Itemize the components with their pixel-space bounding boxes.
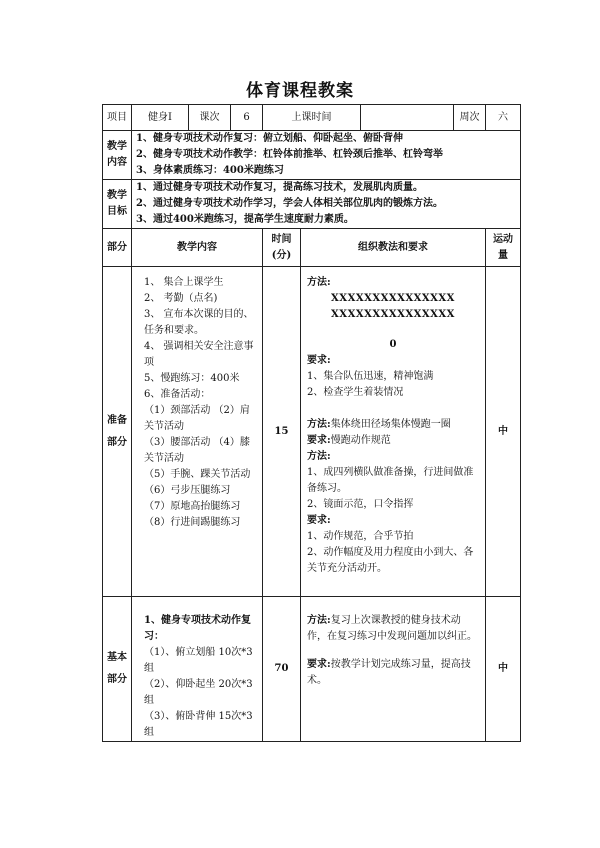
prep-item: （5）手腕、踝关节活动 xyxy=(144,469,251,480)
teacher-mark: 0 xyxy=(389,339,397,350)
prep-item: （8）行进间踢腿练习 xyxy=(144,517,241,528)
req-line: 1、集合队伍迅速，精神饱满 xyxy=(307,371,434,382)
req2-text: 慢跑动作规范 xyxy=(330,435,391,446)
basic-method-text: 复习上次课教授的健身技术动作，在复习练习中发现问题加以纠正。 xyxy=(307,615,477,642)
page-title: 体育课程教案 xyxy=(246,81,354,101)
prep-item: （1）颈部活动 （2）肩关节活动 xyxy=(144,405,250,432)
req-line: 2、检查学生着装情况 xyxy=(307,387,404,398)
goal-line: 3、通过400米跑练习，提高学生速度耐力素质。 xyxy=(136,214,354,225)
prep-item: （6）弓步压腿练习 xyxy=(144,485,231,496)
method2-line xyxy=(307,417,479,433)
prep-load: 中 xyxy=(486,267,521,597)
basic-heading: 1、健身专项技术动作复习： xyxy=(144,615,251,642)
basic-method xyxy=(307,613,479,645)
prep-item: 6、准备活动： xyxy=(144,389,211,400)
time-value xyxy=(361,105,454,131)
prep-label: 准备部分 xyxy=(103,267,132,597)
method3-line: 1、成四列横队做准备操，行进间做准备练习。 xyxy=(307,467,474,494)
goal-line: 1、通过健身专项技术动作复习，提高练习技术，发展肌肉质量。 xyxy=(136,182,423,193)
week-label: 周次 xyxy=(454,105,486,131)
header-row xyxy=(103,105,521,131)
project-label: 项目 xyxy=(103,105,132,131)
basic-req-text: 按教学计划完成练习量，提高技术。 xyxy=(307,659,471,686)
basic-content xyxy=(132,597,263,742)
prep-item: （7）原地高抬腿练习 xyxy=(144,501,241,512)
col-part: 部分 xyxy=(103,229,132,267)
basic-org xyxy=(301,597,486,742)
prep-org xyxy=(301,267,486,597)
time-label: 上课时间 xyxy=(263,105,361,131)
col-load: 运动量 xyxy=(486,229,521,267)
prep-item: 2、 考勤（点名) xyxy=(144,293,218,304)
method3-line: 2、镜面示范，口令指挥 xyxy=(307,499,414,510)
req2-line xyxy=(307,433,479,449)
column-header-row xyxy=(103,229,521,267)
basic-time: 70 xyxy=(263,597,301,742)
goals-row xyxy=(103,180,521,229)
goal-line: 2、通过健身专项技术动作学习，学会人体相关部位肌肉的锻炼方法。 xyxy=(136,198,443,209)
col-content: 教学内容 xyxy=(132,229,263,267)
prep-row xyxy=(103,267,521,597)
basic-item: （1）、俯立划船 10次*3组 xyxy=(144,647,253,674)
col-time: 时间(分) xyxy=(263,229,301,267)
basic-req-label: 要求: xyxy=(307,659,331,670)
prep-item: 5、慢跑练习：400米 xyxy=(144,373,240,384)
req2-label: 要求: xyxy=(307,435,331,446)
lesson-value: 6 xyxy=(231,105,263,131)
content-label: 教学内容 xyxy=(103,131,132,180)
content-line: 2、健身专项技术动作教学：杠铃体前推举、杠铃颈后推举、杠铃弯举 xyxy=(136,149,443,160)
content-line: 3、身体素质练习：400米跑练习 xyxy=(136,165,284,176)
prep-item: （3）腰部活动 （4）膝关节活动 xyxy=(144,437,250,464)
lesson-plan-table xyxy=(102,104,521,742)
week-value: 六 xyxy=(486,105,521,131)
col-org: 组织教法和要求 xyxy=(301,229,486,267)
method2-label: 方法: xyxy=(307,419,331,430)
basic-row xyxy=(103,597,521,742)
prep-item: 3、 宣布本次课的目的、任务和要求。 xyxy=(144,309,254,336)
prep-item: 4、 强调相关安全注意事项 xyxy=(144,341,254,368)
req3-label: 要求: xyxy=(307,515,331,526)
goals-lines xyxy=(132,180,521,229)
basic-item: （2）、仰卧起坐 20次*3组 xyxy=(144,679,253,706)
content-row xyxy=(103,131,521,180)
goals-label: 教学目标 xyxy=(103,180,132,229)
method-label: 方法: xyxy=(307,277,331,288)
formation-row: XXXXXXXXXXXXXXX xyxy=(331,309,455,320)
lesson-label: 课次 xyxy=(189,105,231,131)
prep-time: 15 xyxy=(263,267,301,597)
content-line: 1、健身专项技术动作复习：俯立划船、仰卧起坐、俯卧背伸 xyxy=(136,133,403,144)
req3-line: 1、动作规范，合乎节拍 xyxy=(307,531,414,542)
prep-item: 1、 集合上课学生 xyxy=(144,277,224,288)
method2-text: 集体绕田径场集体慢跑一圈 xyxy=(330,419,451,430)
basic-load: 中 xyxy=(486,597,521,742)
content-lines xyxy=(132,131,521,180)
project-value: 健身Ⅰ xyxy=(132,105,189,131)
basic-label: 基本部分 xyxy=(103,597,132,742)
basic-req xyxy=(307,657,479,689)
basic-method-label: 方法: xyxy=(307,615,331,626)
req3-line: 2、动作幅度及用力程度由小到大、各关节充分活动开。 xyxy=(307,547,474,574)
formation-row: XXXXXXXXXXXXXXX xyxy=(331,293,455,304)
prep-content xyxy=(132,267,263,597)
req-label: 要求: xyxy=(307,355,331,366)
basic-item: （3）、俯卧背伸 15次*3组 xyxy=(144,711,253,738)
method3-label: 方法: xyxy=(307,451,331,462)
